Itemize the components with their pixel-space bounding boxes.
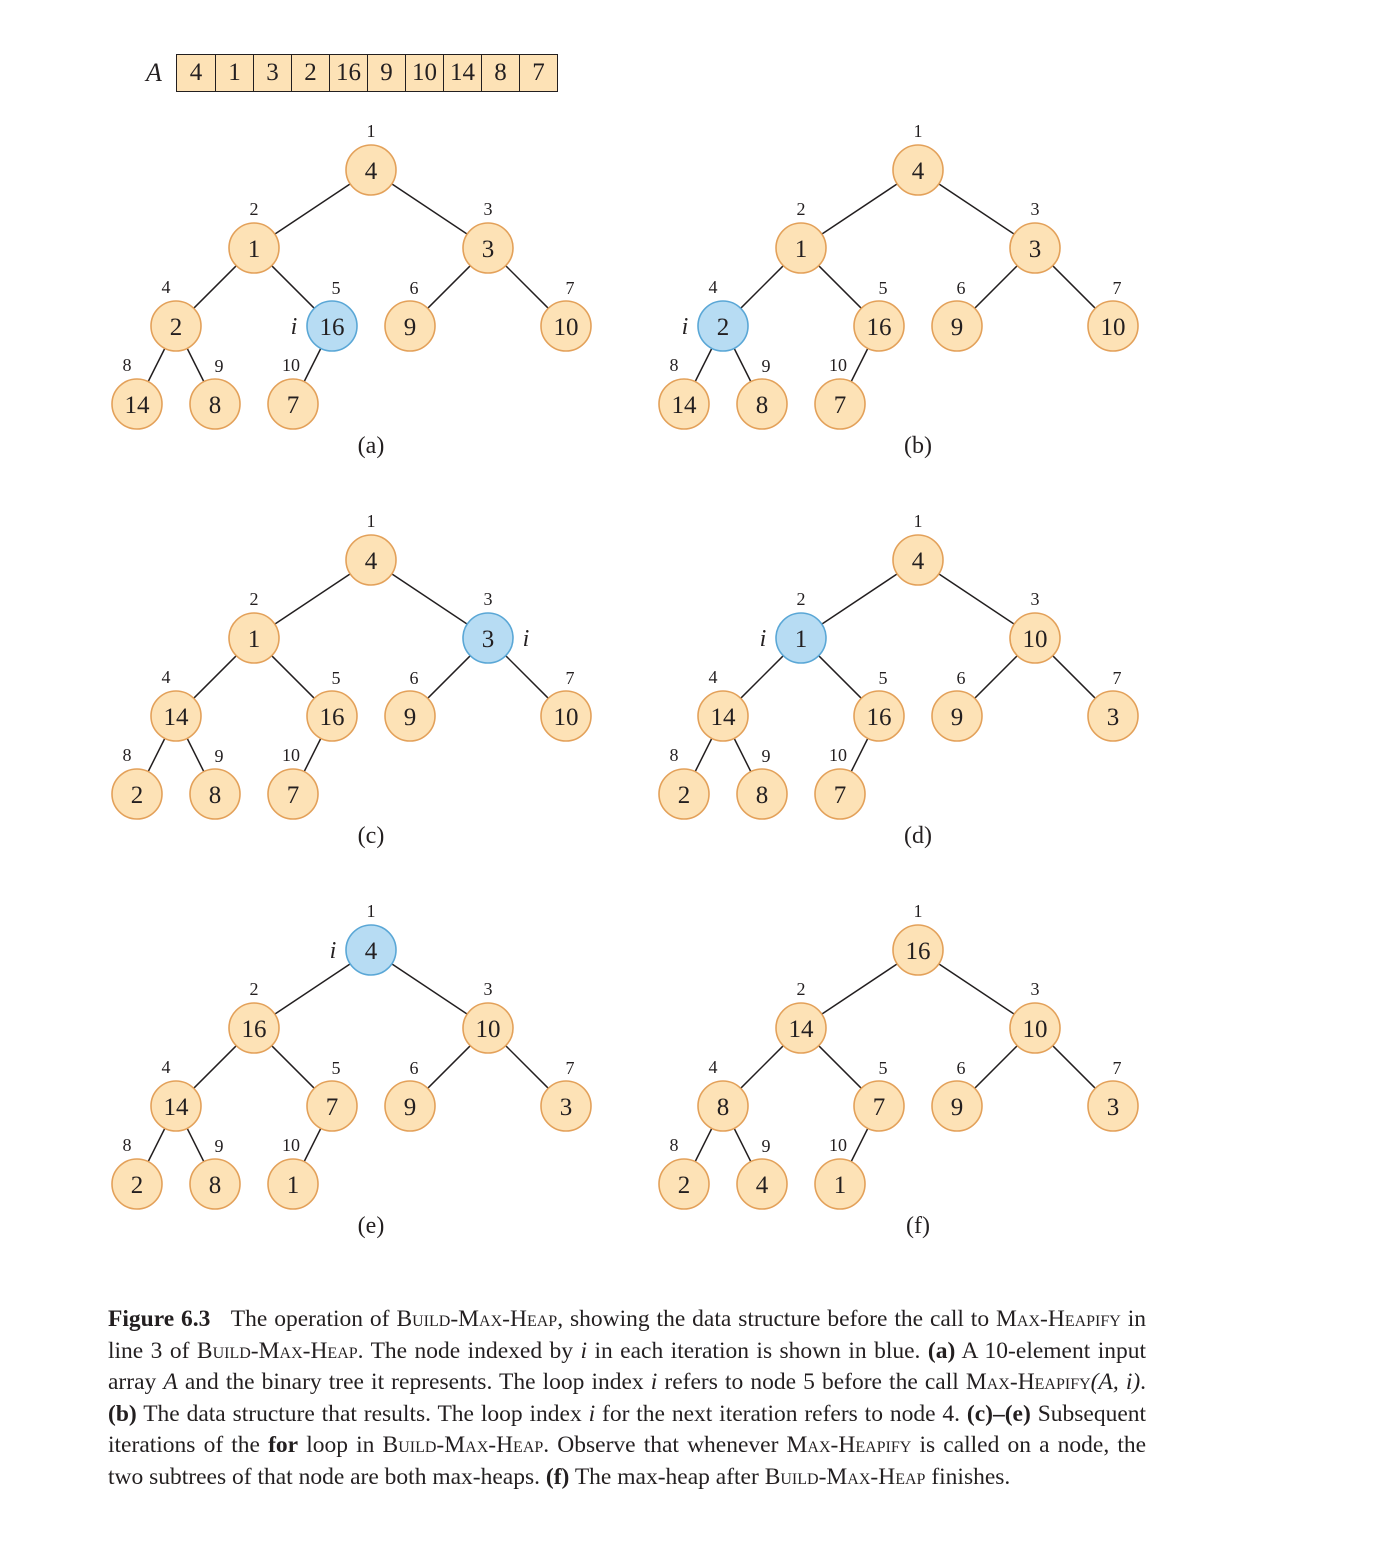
panel-label: (b) bbox=[904, 433, 932, 459]
node-index: 7 bbox=[565, 278, 575, 298]
node-value: 4 bbox=[755, 1172, 769, 1199]
tree-edge bbox=[1053, 656, 1096, 699]
node-value: 1 bbox=[794, 236, 808, 263]
node-value: 2 bbox=[169, 314, 183, 341]
node-index: 5 bbox=[878, 668, 888, 688]
array-cell: 14 bbox=[443, 55, 481, 91]
node-index: 1 bbox=[913, 121, 923, 141]
node-index: 3 bbox=[483, 199, 493, 219]
node-value: 16 bbox=[905, 938, 931, 965]
node-value: 14 bbox=[163, 1094, 189, 1121]
node-value: 1 bbox=[247, 626, 261, 653]
tree-edge bbox=[148, 348, 165, 381]
node-value: 9 bbox=[403, 704, 417, 731]
loop-index-marker: i bbox=[681, 314, 689, 340]
node-value: 10 bbox=[1100, 314, 1126, 341]
node-value: 7 bbox=[286, 782, 300, 809]
node-value: 4 bbox=[911, 548, 925, 575]
node-value: 4 bbox=[364, 938, 378, 965]
tree-edge bbox=[194, 266, 237, 309]
node-index: 7 bbox=[565, 668, 575, 688]
tree-edge bbox=[819, 656, 862, 699]
tree-edge bbox=[392, 574, 467, 624]
node-index: 2 bbox=[249, 199, 259, 219]
node-value: 7 bbox=[833, 392, 847, 419]
tree-edge bbox=[851, 348, 868, 381]
node-value: 14 bbox=[710, 704, 736, 731]
array-cell: 3 bbox=[253, 55, 291, 91]
node-index: 1 bbox=[366, 121, 376, 141]
node-index: 4 bbox=[161, 277, 171, 297]
tree-edge bbox=[506, 1046, 549, 1089]
node-value: 8 bbox=[716, 1094, 730, 1121]
loop-index-marker: i bbox=[522, 626, 530, 652]
heap-panel bbox=[112, 511, 591, 849]
node-index: 8 bbox=[122, 745, 132, 765]
node-index: 8 bbox=[669, 745, 679, 765]
figure-caption: Figure 6.3 The operation of Build-Max-Heap, showing the data structure before the call to Max-Heapify in line 3 of Build-Max-Heap. The node indexed by i in each iteration is shown in blue. (a) A 10-element input array A and the binary tree it represents. The loop index i refers to node 5 before the call Max-Heapify(A, i). (b) The data structure that results. The loop index i for the next iteration refers to node 4. (c)–(e) Subsequent iterations of the for loop in Build-Max-Heap. Observe that whenever Max-Heapify is called on a node, the two subtrees of that node are both max-heaps. (f) The max-heap after Build-Max-Heap finishes. bbox=[108, 1306, 1147, 1490]
tree-edge bbox=[939, 964, 1014, 1014]
tree-edge bbox=[272, 266, 315, 309]
node-index: 2 bbox=[796, 589, 806, 609]
node-index: 3 bbox=[483, 589, 493, 609]
node-index: 8 bbox=[669, 1135, 679, 1155]
array-cell: 4 bbox=[189, 59, 203, 86]
node-index: 9 bbox=[761, 746, 771, 766]
node-index: 6 bbox=[409, 1058, 419, 1078]
node-index: 1 bbox=[913, 511, 923, 531]
node-value: 8 bbox=[755, 392, 769, 419]
node-index: 6 bbox=[956, 278, 966, 298]
node-value: 2 bbox=[677, 1172, 691, 1199]
figure-label: Figure 6.3 bbox=[108, 1306, 211, 1332]
panel-label: (c) bbox=[357, 823, 385, 849]
node-index: 3 bbox=[1030, 589, 1040, 609]
panel-label: (f) bbox=[906, 1213, 930, 1239]
node-index: 3 bbox=[1030, 979, 1040, 999]
node-index: 3 bbox=[483, 979, 493, 999]
array-cell: 7 bbox=[519, 55, 557, 91]
node-value: 3 bbox=[1106, 704, 1120, 731]
tree-edge bbox=[741, 656, 784, 699]
node-index: 9 bbox=[214, 1136, 224, 1156]
tree-edge bbox=[187, 1128, 204, 1161]
tree-edge bbox=[939, 574, 1014, 624]
tree-edge bbox=[392, 964, 467, 1014]
tree-edge bbox=[187, 348, 204, 381]
node-value: 4 bbox=[911, 158, 925, 185]
array-cell: 1 bbox=[215, 55, 253, 91]
node-value: 2 bbox=[130, 782, 144, 809]
node-index: 10 bbox=[282, 745, 300, 765]
node-index: 10 bbox=[829, 355, 847, 375]
tree-edge bbox=[734, 1128, 751, 1161]
tree-edge bbox=[695, 348, 712, 381]
tree-edge bbox=[194, 656, 237, 699]
tree-edge bbox=[819, 266, 862, 309]
node-value: 10 bbox=[553, 314, 579, 341]
node-index: 7 bbox=[1112, 668, 1122, 688]
node-value: 1 bbox=[286, 1172, 300, 1199]
node-index: 4 bbox=[708, 277, 718, 297]
tree-edge bbox=[741, 266, 784, 309]
node-index: 9 bbox=[761, 1136, 771, 1156]
node-index: 6 bbox=[409, 278, 419, 298]
node-index: 3 bbox=[1030, 199, 1040, 219]
node-value: 7 bbox=[833, 782, 847, 809]
tree-edge bbox=[851, 738, 868, 771]
tree-edge bbox=[304, 1128, 321, 1161]
tree-edge bbox=[275, 184, 350, 234]
node-index: 8 bbox=[122, 355, 132, 375]
tree-edge bbox=[822, 964, 897, 1014]
heap-panel bbox=[659, 901, 1138, 1239]
node-index: 5 bbox=[878, 1058, 888, 1078]
node-value: 2 bbox=[130, 1172, 144, 1199]
node-index: 10 bbox=[282, 1135, 300, 1155]
heap-panel bbox=[112, 901, 591, 1239]
tree-edge bbox=[272, 1046, 315, 1089]
node-value: 3 bbox=[1028, 236, 1042, 263]
node-index: 2 bbox=[796, 979, 806, 999]
node-index: 8 bbox=[122, 1135, 132, 1155]
tree-edge bbox=[822, 574, 897, 624]
node-value: 10 bbox=[475, 1016, 501, 1043]
tree-edge bbox=[194, 1046, 237, 1089]
tree-edge bbox=[741, 1046, 784, 1089]
node-value: 16 bbox=[866, 704, 892, 731]
node-value: 7 bbox=[872, 1094, 886, 1121]
node-value: 16 bbox=[319, 704, 345, 731]
panel-label: (a) bbox=[357, 433, 385, 459]
node-index: 7 bbox=[565, 1058, 575, 1078]
node-value: 3 bbox=[1106, 1094, 1120, 1121]
tree-edge bbox=[695, 738, 712, 771]
node-index: 1 bbox=[366, 511, 376, 531]
tree-edge bbox=[148, 738, 165, 771]
tree-edge bbox=[272, 656, 315, 699]
tree-edge bbox=[734, 348, 751, 381]
node-value: 8 bbox=[208, 782, 222, 809]
node-index: 5 bbox=[878, 278, 888, 298]
node-value: 14 bbox=[163, 704, 189, 731]
node-value: 3 bbox=[481, 236, 495, 263]
node-index: 6 bbox=[956, 668, 966, 688]
heap-panel bbox=[659, 511, 1138, 849]
node-value: 14 bbox=[788, 1016, 814, 1043]
heap-panel bbox=[112, 121, 591, 459]
tree-edge bbox=[695, 1128, 712, 1161]
node-value: 9 bbox=[950, 314, 964, 341]
tree-edge bbox=[304, 738, 321, 771]
tree-edge bbox=[975, 1046, 1018, 1089]
node-index: 4 bbox=[161, 1057, 171, 1077]
node-index: 5 bbox=[331, 668, 341, 688]
tree-edge bbox=[734, 738, 751, 771]
node-value: 1 bbox=[247, 236, 261, 263]
tree-edge bbox=[428, 266, 471, 309]
node-value: 10 bbox=[1022, 1016, 1048, 1043]
tree-edge bbox=[187, 738, 204, 771]
node-index: 4 bbox=[708, 667, 718, 687]
node-index: 1 bbox=[913, 901, 923, 921]
node-index: 9 bbox=[214, 746, 224, 766]
tree-edge bbox=[1053, 1046, 1096, 1089]
node-value: 1 bbox=[833, 1172, 847, 1199]
tree-edge bbox=[506, 266, 549, 309]
node-index: 9 bbox=[761, 356, 771, 376]
node-value: 4 bbox=[364, 158, 378, 185]
loop-index-marker: i bbox=[329, 938, 337, 964]
tree-edge bbox=[304, 348, 321, 381]
node-value: 10 bbox=[553, 704, 579, 731]
node-index: 8 bbox=[669, 355, 679, 375]
node-value: 10 bbox=[1022, 626, 1048, 653]
node-index: 9 bbox=[214, 356, 224, 376]
tree-edge bbox=[392, 184, 467, 234]
array-cell: 2 bbox=[291, 55, 329, 91]
node-index: 6 bbox=[409, 668, 419, 688]
tree-edge bbox=[275, 574, 350, 624]
node-index: 5 bbox=[331, 278, 341, 298]
node-value: 16 bbox=[866, 314, 892, 341]
tree-edge bbox=[851, 1128, 868, 1161]
array-cell: 9 bbox=[367, 55, 405, 91]
tree-edge bbox=[939, 184, 1014, 234]
array-label: A bbox=[146, 58, 162, 87]
node-value: 1 bbox=[794, 626, 808, 653]
heap-panel bbox=[659, 121, 1138, 459]
node-index: 10 bbox=[829, 745, 847, 765]
node-value: 16 bbox=[241, 1016, 267, 1043]
node-value: 3 bbox=[481, 626, 495, 653]
panel-label: (e) bbox=[357, 1213, 385, 1239]
tree-edge bbox=[506, 656, 549, 699]
node-value: 14 bbox=[124, 392, 150, 419]
node-value: 2 bbox=[677, 782, 691, 809]
node-index: 1 bbox=[366, 901, 376, 921]
node-index: 4 bbox=[708, 1057, 718, 1077]
node-index: 2 bbox=[796, 199, 806, 219]
tree-edge bbox=[1053, 266, 1096, 309]
tree-edge bbox=[819, 1046, 862, 1089]
array-cell: 10 bbox=[405, 55, 443, 91]
node-index: 2 bbox=[249, 589, 259, 609]
node-index: 7 bbox=[1112, 1058, 1122, 1078]
node-value: 14 bbox=[671, 392, 697, 419]
tree-edge bbox=[148, 1128, 165, 1161]
tree-edge bbox=[975, 266, 1018, 309]
panel-label: (d) bbox=[904, 823, 932, 849]
array-cell: 16 bbox=[329, 55, 367, 91]
node-index: 7 bbox=[1112, 278, 1122, 298]
node-value: 8 bbox=[208, 1172, 222, 1199]
node-index: 6 bbox=[956, 1058, 966, 1078]
node-value: 9 bbox=[950, 1094, 964, 1121]
node-value: 8 bbox=[755, 782, 769, 809]
node-value: 9 bbox=[950, 704, 964, 731]
node-index: 4 bbox=[161, 667, 171, 687]
loop-index-marker: i bbox=[290, 314, 298, 340]
node-index: 5 bbox=[331, 1058, 341, 1078]
tree-edge bbox=[428, 656, 471, 699]
node-value: 9 bbox=[403, 1094, 417, 1121]
tree-edge bbox=[822, 184, 897, 234]
array-cell: 8 bbox=[481, 55, 519, 91]
node-value: 3 bbox=[559, 1094, 573, 1121]
tree-edge bbox=[428, 1046, 471, 1089]
node-value: 8 bbox=[208, 392, 222, 419]
tree-edge bbox=[275, 964, 350, 1014]
node-value: 2 bbox=[716, 314, 730, 341]
node-index: 10 bbox=[282, 355, 300, 375]
tree-edge bbox=[975, 656, 1018, 699]
node-value: 4 bbox=[364, 548, 378, 575]
node-index: 2 bbox=[249, 979, 259, 999]
node-value: 7 bbox=[286, 392, 300, 419]
node-value: 16 bbox=[319, 314, 345, 341]
node-index: 10 bbox=[829, 1135, 847, 1155]
loop-index-marker: i bbox=[759, 626, 767, 652]
node-value: 7 bbox=[325, 1094, 339, 1121]
node-value: 9 bbox=[403, 314, 417, 341]
